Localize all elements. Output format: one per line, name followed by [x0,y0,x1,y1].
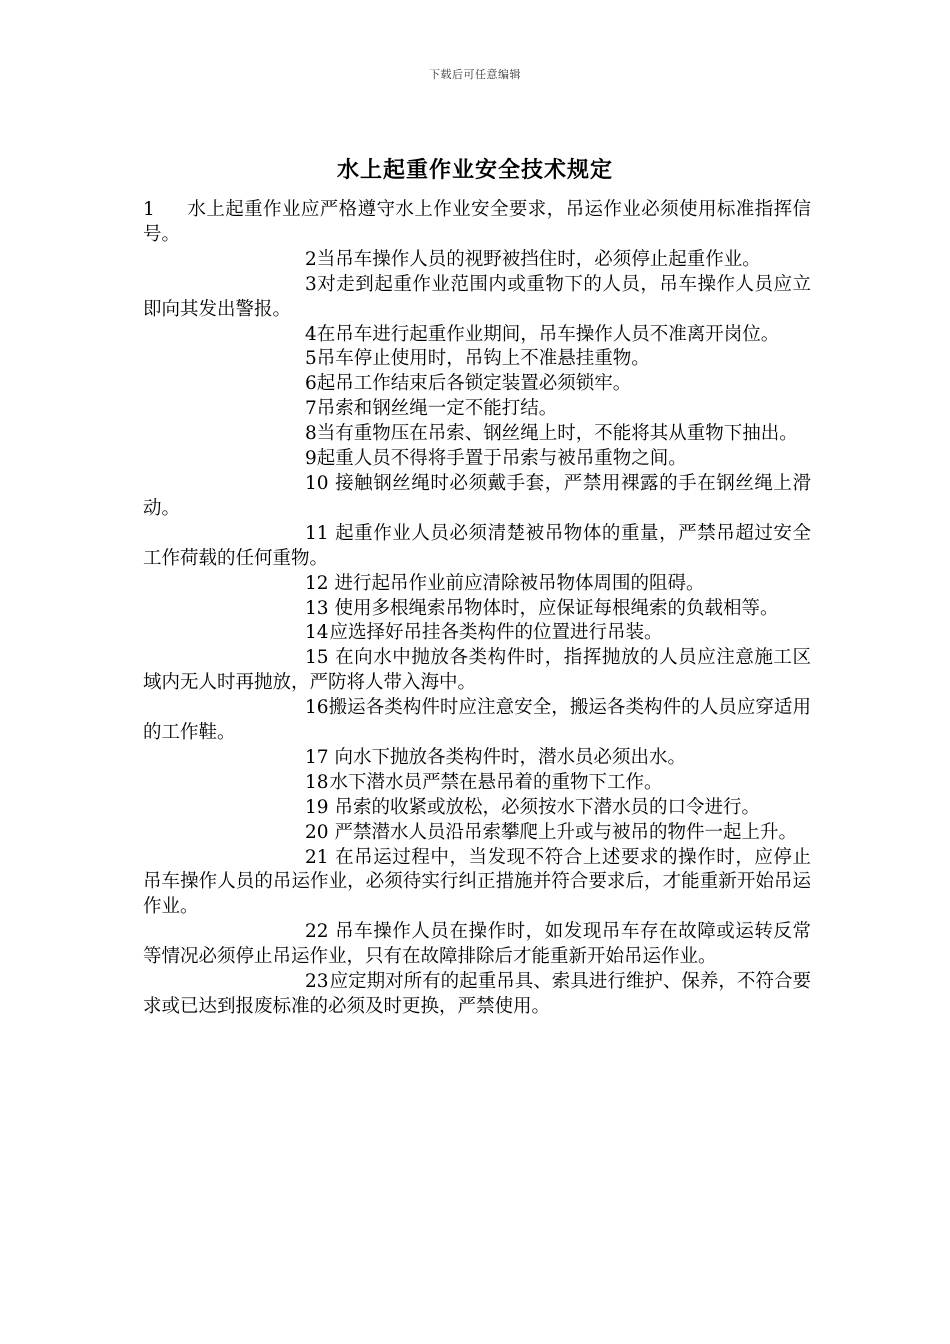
rule-item-7 [143,397,811,422]
rule-text: 在吊运过程中，当发现不符合上述要求的操作时，应停止吊车操作人员的吊运作业，必须待实行纠正措施并符合要求后，才能重新开始吊运作业。 [143,846,811,918]
rule-text: 当有重物压在吊索、钢丝绳上时，不能将其从重物下抽出。 [316,423,798,445]
rule-item-13 [143,597,811,622]
rule-text: 应选择好吊挂各类构件的位置进行吊装。 [329,622,663,644]
rule-number: 21 [305,846,329,868]
rule-number: 16 [305,697,329,719]
rule-item-5 [143,347,811,372]
rule-text: 在向水中抛放各类构件时，指挥抛放的人员应注意施工区域内无人时再抛放，严防将人带入海中。 [143,647,811,694]
rule-text: 严禁潜水人员沿吊索攀爬上升或与被吊的物件一起上升。 [334,821,798,843]
rule-text: 吊车停止使用时，吊钩上不准悬挂重物。 [316,348,650,370]
rule-number: 19 [305,796,329,818]
rule-text: 吊车操作人员在操作时，如发现吊车存在故障或运转反常等情况必须停止吊运作业，只有在故障排除后才能重新开始吊运作业。 [143,921,811,968]
rule-text: 吊索和钢丝绳一定不能打结。 [316,398,558,420]
rule-item-8 [143,422,811,447]
rule-text: 当吊车操作人员的视野被挡住时，必须停止起重作业。 [316,248,761,270]
rule-item-17 [143,746,811,771]
rule-text: 使用多根绳索吊物体时，应保证每根绳索的负载相等。 [334,597,779,619]
rule-number: 20 [305,821,329,843]
rule-number: 1 [143,199,155,220]
rule-item-21 [143,846,811,921]
rule-item-16 [143,696,811,746]
rule-number: 12 [305,572,329,594]
rule-number: 10 [305,472,329,494]
rule-text: 水下潜水员严禁在悬吊着的重物下工作。 [329,771,663,793]
rule-item-22 [143,920,811,970]
rule-number: 6 [305,373,317,395]
rule-item-19 [143,796,811,821]
rule-item-4 [143,323,811,348]
rule-text: 水上起重作业应严格遵守水上作业安全要求，吊运作业必须使用标准指挥信号。 [143,199,811,245]
rule-number: 13 [305,597,329,619]
rule-item-2 [143,248,811,273]
rule-number: 23 [305,971,329,993]
rule-text: 应定期对所有的起重吊具、索具进行维护、保养，不符合要求或已达到报废标准的必须及时更换，严禁使用。 [143,971,811,1017]
rule-number: 5 [305,348,317,370]
rule-number: 17 [305,746,329,768]
rule-item-6 [143,372,811,397]
rule-item-15 [143,646,811,696]
rule-item-1 [143,198,811,248]
rule-number: 3 [305,273,317,295]
rule-item-12 [143,572,811,597]
rule-item-9 [143,447,811,472]
rule-number: 15 [305,647,329,669]
rule-item-3 [143,273,811,323]
rule-text: 起吊工作结束后各锁定装置必须锁牢。 [316,373,632,395]
rule-text: 起重人员不得将手置于吊索与被吊重物之间。 [316,448,687,470]
rule-number: 11 [305,522,329,544]
rule-text: 吊索的收紧或放松，必须按水下潜水员的口令进行。 [334,796,761,818]
rule-text: 起重作业人员必须清楚被吊物体的重量，严禁吊超过安全工作荷载的任何重物。 [143,522,811,569]
document-title: 水上起重作业安全技术规定 [336,157,613,183]
rule-item-14 [143,621,811,646]
header-note: 下载后可任意编辑 [429,68,521,81]
rule-number: 9 [305,448,317,470]
rule-number: 14 [305,622,329,644]
rule-item-10 [143,472,811,522]
rule-number: 22 [305,921,329,943]
rule-item-23 [143,970,811,1020]
rule-number: 18 [305,771,329,793]
rule-number: 2 [305,248,317,270]
rule-text: 搬运各类构件时应注意安全，搬运各类构件的人员应穿适用的工作鞋。 [143,697,811,744]
rule-item-20 [143,821,811,846]
rule-text: 对走到起重作业范围内或重物下的人员，吊车操作人员应立即向其发出警报。 [143,273,811,320]
rule-number: 4 [305,323,317,345]
rule-text: 进行起吊作业前应清除被吊物体周围的阻碍。 [334,572,705,594]
rule-text: 接触钢丝绳时必须戴手套，严禁用裸露的手在钢丝绳上滑动。 [143,472,811,519]
rule-item-18 [143,771,811,796]
rule-number: 8 [305,423,317,445]
document-body [143,198,811,1020]
rule-number: 7 [305,398,317,420]
rule-text: 向水下抛放各类构件时，潜水员必须出水。 [334,746,687,768]
rule-item-11 [143,522,811,572]
rule-text: 在吊车进行起重作业期间，吊车操作人员不准离开岗位。 [316,323,780,345]
